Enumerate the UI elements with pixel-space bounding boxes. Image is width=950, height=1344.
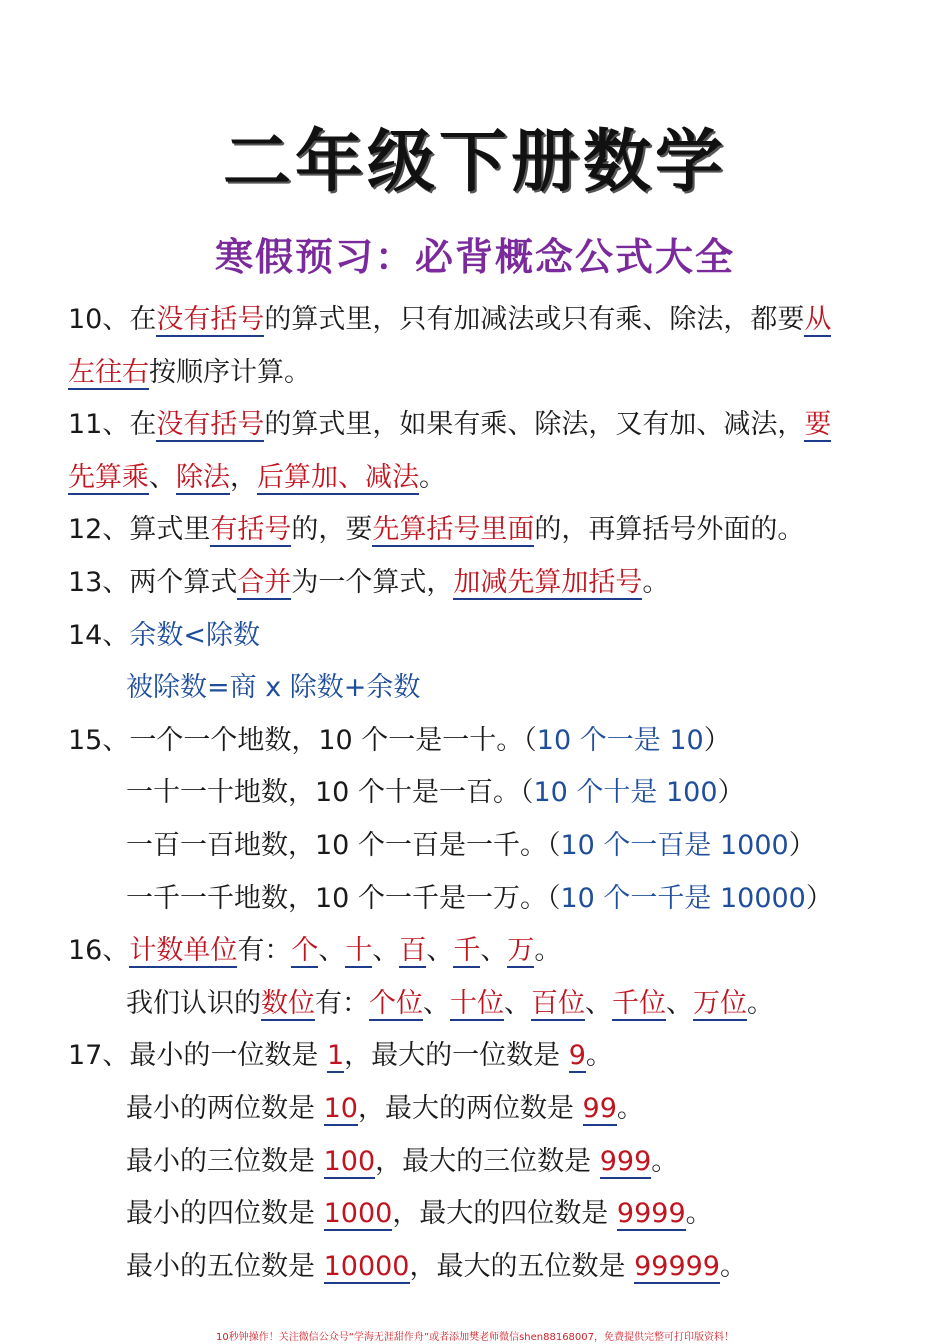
body-text: 11、在 xyxy=(68,409,157,441)
highlight-text: 10000 xyxy=(323,1250,410,1282)
blue-text: 10 个一百是 1000 xyxy=(560,829,789,861)
item-17-line-1 xyxy=(68,1030,898,1083)
blue-text: 10 个十是 100 xyxy=(533,777,718,809)
highlight-text: 99 xyxy=(582,1092,617,1124)
item-11-line-1 xyxy=(68,399,898,452)
highlight-text: 万位 xyxy=(693,987,747,1019)
body-text: ， xyxy=(230,461,257,493)
highlight-text: 合并 xyxy=(237,566,292,598)
highlight-text: 百 xyxy=(399,935,427,967)
highlight-text: 9999 xyxy=(616,1198,686,1230)
body-text: ，最大的四位数是 xyxy=(392,1198,617,1230)
highlight-text: 十位 xyxy=(450,987,504,1019)
body-text: ，最大的一位数是 xyxy=(344,1040,569,1072)
highlight-text: 9 xyxy=(568,1040,586,1072)
body-text: 。 xyxy=(685,1198,713,1230)
highlight-text: 加减先算加括号 xyxy=(453,566,643,598)
body-text: 13、两个算式 xyxy=(68,566,238,598)
highlight-text: 要 xyxy=(804,409,832,441)
item-15-line-3 xyxy=(68,820,898,873)
highlight-text: 后算加、减法 xyxy=(257,461,419,493)
body-text: 、 xyxy=(666,987,693,1019)
body-text: ） xyxy=(703,724,731,756)
body-text: 最小的三位数是 xyxy=(126,1145,324,1177)
body-text: 有： xyxy=(315,987,369,1019)
highlight-text: 左往右 xyxy=(68,356,149,388)
body-text: 按顺序计算。 xyxy=(149,356,311,388)
highlight-text: 没有括号 xyxy=(156,304,265,335)
highlight-text: 个 xyxy=(291,935,319,967)
body-text: 、 xyxy=(585,987,612,1019)
body-text: 为一个算式， xyxy=(291,566,454,598)
highlight-text: 没有括号 xyxy=(156,409,265,441)
body-text: 最小的五位数是 xyxy=(126,1250,324,1282)
body-text: 的，要 xyxy=(291,514,373,546)
body-text: ） xyxy=(717,777,745,809)
body-text: 一千一千地数，10 个一千是一万。（ xyxy=(126,882,561,914)
body-text: 我们认识的 xyxy=(126,987,261,1019)
highlight-text: 除法 xyxy=(176,461,230,493)
body-text: 16、 xyxy=(68,935,130,967)
body-text: 、 xyxy=(504,987,531,1019)
body-text: 。 xyxy=(747,987,774,1019)
body-text: 的算式里，如果有乘、除法，又有加、减法， xyxy=(264,409,805,441)
body-text: ，最大的两位数是 xyxy=(357,1092,583,1124)
body-text: 。 xyxy=(534,935,562,967)
highlight-text: 个位 xyxy=(369,987,423,1019)
body-text: ） xyxy=(788,829,816,861)
item-11-line-2 xyxy=(68,452,898,505)
page-subtitle: 寒假预习：必背概念公式大全 xyxy=(214,235,735,279)
highlight-text: 从 xyxy=(804,304,832,335)
body-text: 17、最小的一位数是 xyxy=(68,1040,327,1072)
highlight-text: 10 xyxy=(323,1092,358,1124)
highlight-text: 先算乘 xyxy=(68,461,149,493)
body-text: ，最大的三位数是 xyxy=(375,1145,600,1177)
body-text: 、 xyxy=(318,935,346,967)
highlight-text: 先算括号里面 xyxy=(372,514,535,546)
body-text: 15、一个一个地数，10 个一是一十。（ xyxy=(68,724,537,756)
body-text: 的，再算括号外面的。 xyxy=(534,514,805,546)
body-text: 最小的四位数是 xyxy=(126,1198,324,1230)
blue-text: 余数<除数 xyxy=(129,619,260,651)
highlight-text: 计数单位 xyxy=(129,935,238,967)
highlight-text: 1 xyxy=(326,1040,345,1072)
body-text: 的算式里，只有加减法或只有乘、除法，都要 xyxy=(264,304,805,335)
highlight-text: 有括号 xyxy=(210,514,292,546)
item-13 xyxy=(68,557,898,610)
item-14-line-1 xyxy=(68,610,898,663)
highlight-text: 万 xyxy=(507,935,535,967)
blue-text: 被除数=商 x 除数+余数 xyxy=(126,672,421,704)
highlight-text: 百位 xyxy=(531,987,585,1019)
body-text: 、 xyxy=(423,987,450,1019)
item-16-line-1 xyxy=(68,925,898,978)
body-text: 一十一十地数，10 个十是一百。（ xyxy=(126,777,534,809)
body-text: 最小的两位数是 xyxy=(126,1092,324,1124)
item-14-line-2 xyxy=(68,662,898,715)
body-text: 、 xyxy=(149,461,176,493)
body-text: 、 xyxy=(426,935,454,967)
item-15-line-4 xyxy=(68,873,898,926)
item-12 xyxy=(68,504,898,557)
body-text: 。 xyxy=(585,1040,613,1072)
body-text: 一百一百地数，10 个一百是一千。（ xyxy=(126,829,561,861)
body-text: 。 xyxy=(720,1250,747,1282)
body-text: 。 xyxy=(651,1145,679,1177)
item-17-line-3 xyxy=(68,1136,898,1189)
highlight-text: 数位 xyxy=(261,987,315,1019)
blue-text: 10 个一是 10 xyxy=(536,724,704,756)
concept-list xyxy=(68,294,898,1293)
footer-notice: 10秒钟操作！关注微信公众号“学海无涯甜作舟”或者添加樊老师微信shen88168007，免费提供完整可打印版资料！ xyxy=(215,1332,735,1343)
body-text: 。 xyxy=(642,566,670,598)
highlight-text: 99999 xyxy=(634,1250,720,1282)
highlight-text: 千 xyxy=(453,935,481,967)
body-text: 、 xyxy=(372,935,400,967)
body-text: ，最大的五位数是 xyxy=(409,1250,635,1282)
item-17-line-5 xyxy=(68,1241,898,1294)
highlight-text: 100 xyxy=(323,1145,376,1177)
item-10-line-2 xyxy=(68,347,898,400)
highlight-text: 1000 xyxy=(323,1198,393,1230)
highlight-text: 十 xyxy=(345,935,373,967)
highlight-text: 千位 xyxy=(612,987,666,1019)
body-text: 14、 xyxy=(68,619,130,651)
body-text: 有： xyxy=(237,935,292,967)
item-16-line-2 xyxy=(68,978,898,1031)
item-10-line-1 xyxy=(68,294,898,347)
body-text: 12、算式里 xyxy=(68,514,211,546)
highlight-text: 999 xyxy=(599,1145,652,1177)
body-text: 10、在 xyxy=(68,304,157,335)
item-15-line-1 xyxy=(68,715,898,768)
body-text: ） xyxy=(805,882,833,914)
item-17-line-4 xyxy=(68,1188,898,1241)
body-text: 。 xyxy=(419,461,446,493)
item-17-line-2 xyxy=(68,1083,898,1136)
page-title: 二年级下册数学 xyxy=(222,123,727,202)
body-text: 。 xyxy=(616,1092,644,1124)
item-15-line-2 xyxy=(68,767,898,820)
blue-text: 10 个一千是 10000 xyxy=(560,882,806,914)
body-text: 、 xyxy=(480,935,508,967)
